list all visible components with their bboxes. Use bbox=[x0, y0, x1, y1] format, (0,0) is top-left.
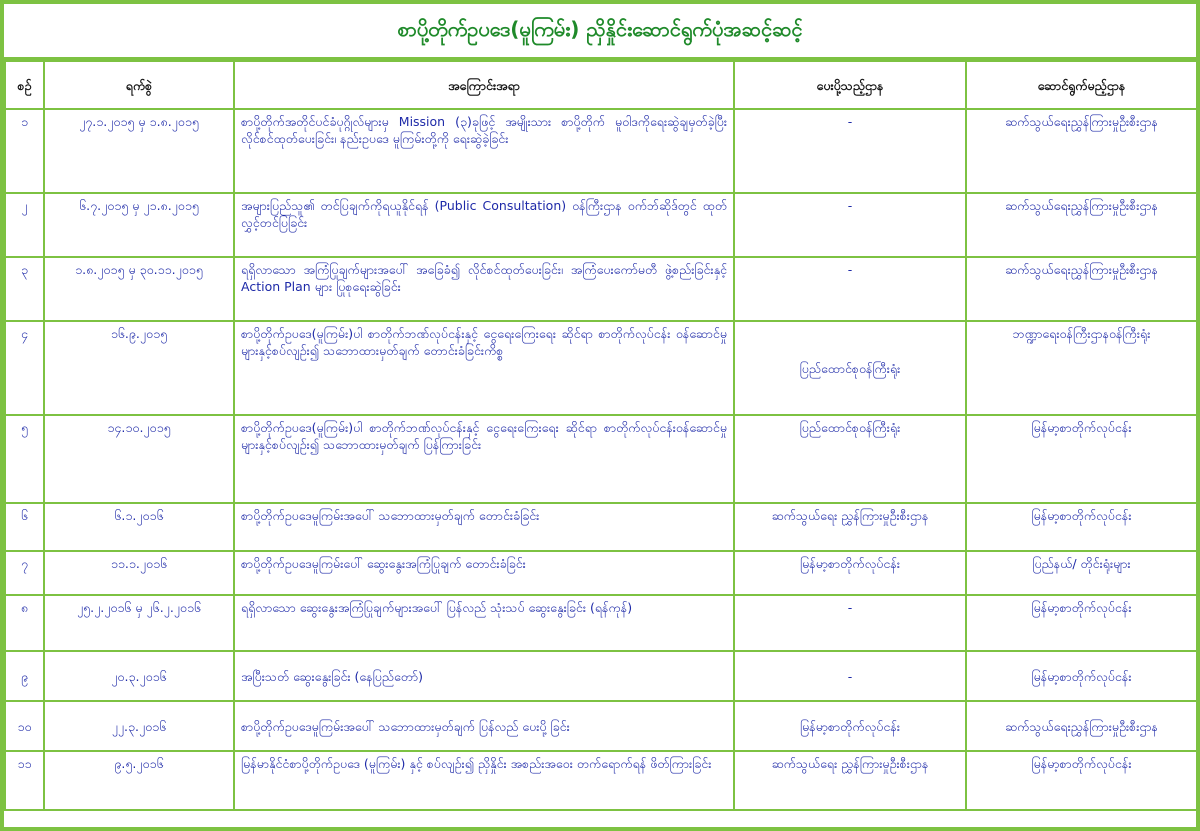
header-description: အကြောင်းအရာ bbox=[234, 61, 734, 109]
header-responsible: ဆောင်ရွက်မည့်ဌာန bbox=[966, 61, 1197, 109]
row-date: ၂၅.၂.၂၀၁၆ မှ ၂၆.၂.၂၀၁၆ bbox=[44, 595, 234, 651]
row-description: စာပို့တိုက်ဥပဒေ(မူကြမ်း)ပါ စာတိုက်ဘဏ်လုပ်ငန်းနှင့် ငွေရေးကြေးရေး ဆိုင်ရာ စာတိုက်လုပ်ငန်းဝန်ဆောင်မှုများနှင့်စပ်လျဉ်း၍ သဘောထားမှတ်ချက် ပြန်ကြားခြင်း bbox=[234, 415, 734, 503]
row-responsible: ဘဏ္ဍာရေးဝန်ကြီးဌာနဝန်ကြီးရုံး bbox=[966, 321, 1197, 415]
row-number: ၅ bbox=[5, 415, 44, 503]
row-description: ရရှိလာသော အကြံပြုချက်များအပေါ် အခြေခံ၍ လိုင်စင်ထုတ်ပေးခြင်း၊ အကြံပေးကော်မတီ ဖွဲ့စည်းခြင်းနှင့် Action Plan များ ပြုစုရေးဆွဲခြင်း bbox=[234, 257, 734, 321]
row-date: ၂၂.၃.၂၀၁၆ bbox=[44, 701, 234, 751]
table-row bbox=[5, 595, 1197, 651]
row-responsible: ဆက်သွယ်ရေးညွှန်ကြားမှုဦးစီးဌာန bbox=[966, 257, 1197, 321]
row-sent-to: - bbox=[734, 651, 966, 701]
row-responsible: မြန်မာ့စာတိုက်လုပ်ငန်း bbox=[966, 503, 1197, 551]
row-number: ၁၁ bbox=[5, 751, 44, 810]
row-responsible: မြန်မာ့စာတိုက်လုပ်ငန်း bbox=[966, 415, 1197, 503]
table-row bbox=[5, 551, 1197, 595]
table-row bbox=[5, 257, 1197, 321]
row-number: ၆ bbox=[5, 503, 44, 551]
row-description: အများပြည်သူ၏ တင်ပြချက်ကိုရယူနိုင်ရန် (Public Consultation) ဝန်ကြီးဌာန ဝက်ဘ်ဆိုဒ်တွင် ထုတ်လွှင့်တင်ပြခြင်း bbox=[234, 193, 734, 257]
row-sent-to: ပြည်ထောင်စုဝန်ကြီးရုံး bbox=[734, 415, 966, 503]
row-sent-to: ပြည်ထောင်စုဝန်ကြီးရုံး bbox=[734, 321, 966, 415]
row-date: ၆.၁.၂၀၁၆ bbox=[44, 503, 234, 551]
row-date: ၆.၇.၂၀၁၅ မှ ၂၁.၈.၂၀၁၅ bbox=[44, 193, 234, 257]
table-row bbox=[5, 321, 1197, 415]
row-responsible: ပြည်နယ်/ တိုင်းရုံးများ bbox=[966, 551, 1197, 595]
row-responsible: ဆက်သွယ်ရေးညွှန်ကြားမှုဦးစီးဌာန bbox=[966, 701, 1197, 751]
row-date: ၁၆.၉.၂၀၁၅ bbox=[44, 321, 234, 415]
row-description: အပြီးသတ် ဆွေးနွေးခြင်း (နေပြည်တော်) bbox=[234, 651, 734, 701]
row-responsible: မြန်မာ့စာတိုက်လုပ်ငန်း bbox=[966, 751, 1197, 810]
row-sent-to: - bbox=[734, 257, 966, 321]
table-row bbox=[5, 751, 1197, 810]
row-number: ၂ bbox=[5, 193, 44, 257]
header-sent-to: ပေးပို့သည့်ဌာန bbox=[734, 61, 966, 109]
row-responsible: မြန်မာ့စာတိုက်လုပ်ငန်း bbox=[966, 651, 1197, 701]
timeline-table bbox=[4, 60, 1198, 811]
table-row bbox=[5, 651, 1197, 701]
row-number: ၁ bbox=[5, 109, 44, 193]
row-description: မြန်မာနိုင်ငံစာပို့တိုက်ဥပဒေ (မူကြမ်း) နှင့် စပ်လျဉ်း၍ ညှိနှိုင်း အစည်းအဝေး တက်ရောက်ရန် ဖိတ်ကြားခြင်း bbox=[234, 751, 734, 810]
row-date: ၁၁.၁.၂၀၁၆ bbox=[44, 551, 234, 595]
row-description: စာပို့တိုက်ဥပဒေမူကြမ်းအပေါ် သဘောထားမှတ်ချက် ပြန်လည် ပေးပို့ ခြင်း bbox=[234, 701, 734, 751]
table-row bbox=[5, 193, 1197, 257]
header-row bbox=[5, 61, 1197, 109]
table-row bbox=[5, 503, 1197, 551]
row-date: ၂၀.၃.၂၀၁၆ bbox=[44, 651, 234, 701]
row-responsible: ဆက်သွယ်ရေးညွှန်ကြားမှုဦးစီးဌာန bbox=[966, 193, 1197, 257]
row-date: ၁၄.၁၀.၂၀၁၅ bbox=[44, 415, 234, 503]
row-sent-to: ဆက်သွယ်ရေး ညွှန်ကြားမှုဦးစီးဌာန bbox=[734, 751, 966, 810]
row-number: ၇ bbox=[5, 551, 44, 595]
row-sent-to: ဆက်သွယ်ရေး ညွှန်ကြားမှုဦးစီးဌာန bbox=[734, 503, 966, 551]
row-number: ၉ bbox=[5, 651, 44, 701]
row-description: ရရှိလာသော ဆွေးနွေးအကြံပြုချက်များအပေါ် ပြန်လည် သုံးသပ် ဆွေးနွေးခြင်း (ရန်ကုန်) bbox=[234, 595, 734, 651]
row-description: စာပို့တိုက်ဥပဒေ(မူကြမ်း)ပါ စာတိုက်ဘဏ်လုပ်ငန်းနှင့် ငွေရေးကြေးရေး ဆိုင်ရာ စာတိုက်လုပ်ငန်း ဝန်ဆောင်မှုများနှင့်စပ်လျဉ်း၍ သဘောထားမှတ်ချက် တောင်းခံခြင်းကိစ္စ bbox=[234, 321, 734, 415]
header-date: ရက်စွဲ bbox=[44, 61, 234, 109]
row-number: ၈ bbox=[5, 595, 44, 651]
page-title: စာပို့တိုက်ဥပဒေ(မူကြမ်း) ညှိနှိုင်းဆောင်ရွက်ပုံအဆင့်ဆင့် bbox=[4, 4, 1196, 60]
row-description: စာပို့တိုက်အတိုင်ပင်ခံပုဂ္ဂိုလ်များမှ Mission (၃)ခုဖြင့် အမျိုးသား စာပို့တိုက် မူဝါဒကိုရေးဆွဲချမှတ်ခဲ့ပြီး လိုင်စင်ထုတ်ပေးခြင်း၊ နည်းဥပဒေ မူကြမ်းတို့ကို ရေးဆွဲခဲ့ခြင်း bbox=[234, 109, 734, 193]
row-sent-to: - bbox=[734, 109, 966, 193]
table-row bbox=[5, 109, 1197, 193]
row-number: ၁၀ bbox=[5, 701, 44, 751]
row-sent-to: - bbox=[734, 193, 966, 257]
row-description: စာပို့တိုက်ဥပဒေမူကြမ်းအပေါ် သဘောထားမှတ်ချက် တောင်းခံခြင်း bbox=[234, 503, 734, 551]
row-description: စာပို့တိုက်ဥပဒေမူကြမ်းပေါ် ဆွေးနွေးအကြံပြုချက် တောင်းခံခြင်း bbox=[234, 551, 734, 595]
row-number: ၄ bbox=[5, 321, 44, 415]
row-sent-to: မြန်မာ့စာတိုက်လုပ်ငန်း bbox=[734, 701, 966, 751]
table-row bbox=[5, 701, 1197, 751]
row-responsible: ဆက်သွယ်ရေးညွှန်ကြားမှုဦးစီးဌာန bbox=[966, 109, 1197, 193]
row-sent-to: - bbox=[734, 595, 966, 651]
row-date: ၁.၈.၂၀၁၅ မှ ၃၀.၁၁.၂၀၁၅ bbox=[44, 257, 234, 321]
row-date: ၉.၅.၂၀၁၆ bbox=[44, 751, 234, 810]
row-sent-to: မြန်မာ့စာတိုက်လုပ်ငန်း bbox=[734, 551, 966, 595]
row-date: ၂၇.၁.၂၀၁၅ မှ ၁.၈.၂၀၁၅ bbox=[44, 109, 234, 193]
row-number: ၃ bbox=[5, 257, 44, 321]
row-responsible: မြန်မာ့စာတိုက်လုပ်ငန်း bbox=[966, 595, 1197, 651]
table-row bbox=[5, 415, 1197, 503]
header-no: စဉ် bbox=[5, 61, 44, 109]
